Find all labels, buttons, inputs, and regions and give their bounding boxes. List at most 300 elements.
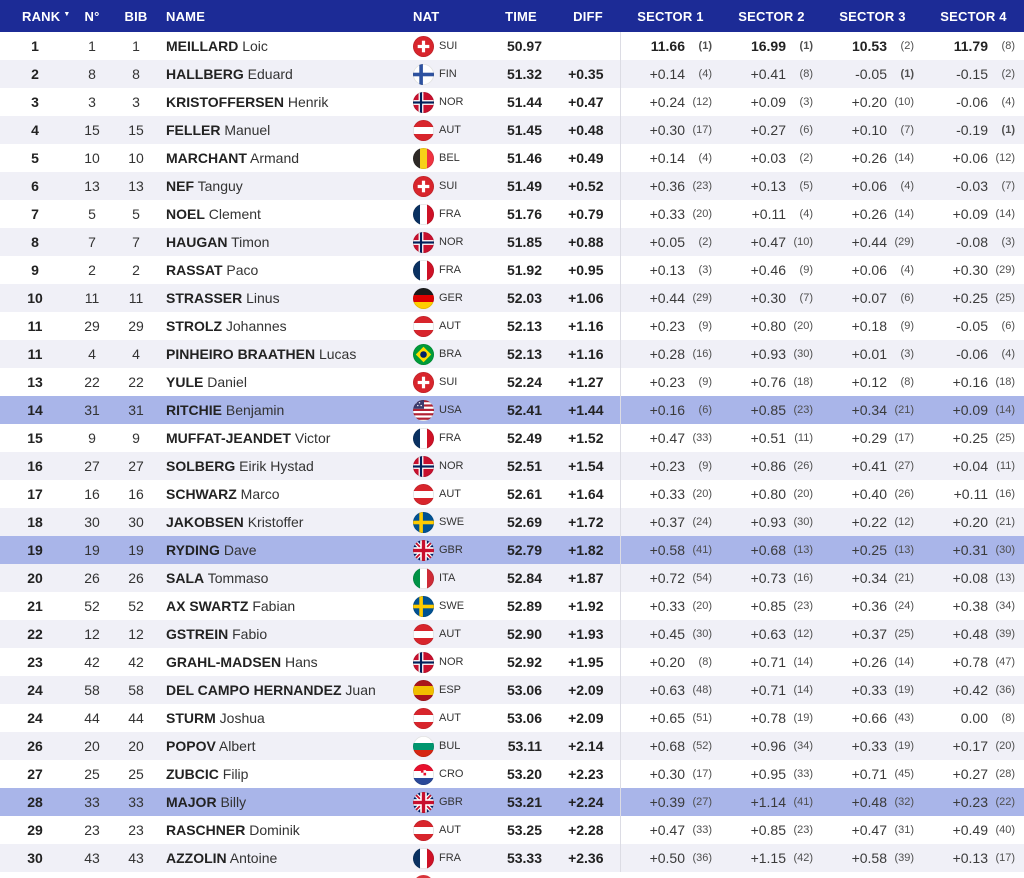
table-header [0,0,1024,32]
diff-cell: +1.92 [568,598,604,614]
time-cell: 51.46 [506,150,542,166]
time-cell: 51.49 [506,178,542,194]
sector3-cell: +0.26 (14) [851,150,914,166]
flag-aut-icon [413,316,434,337]
nat-cell: AUT [408,480,486,508]
column-header-sector4[interactable]: SECTOR 4 [940,8,1007,24]
flag-nor-icon [413,456,434,477]
bib-cell: 4 [132,346,140,362]
table-row[interactable] [0,508,1024,536]
sector2-cell: +0.96 (34) [750,738,813,754]
sector1-cell: +0.23 (9) [620,312,721,340]
diff-cell: +1.54 [568,458,604,474]
table-row[interactable] [0,144,1024,172]
sector4-cell: +0.09 (14) [952,402,1015,418]
table-row[interactable] [0,228,1024,256]
diff-cell: +0.79 [568,206,604,222]
flag-aut-icon [413,624,434,645]
bib-cell: 58 [128,682,144,698]
name-cell: HAUGAN Timon [166,234,270,250]
flag-ita-icon [413,568,434,589]
sector3-cell: +0.33 (19) [851,738,914,754]
diff-cell: +2.24 [568,794,604,810]
rank-cell: 19 [27,542,43,558]
sector3-cell: +0.26 (14) [851,206,914,222]
rank-cell: 7 [31,206,39,222]
table-row[interactable] [0,536,1024,564]
name-cell: FELLER Manuel [166,122,271,138]
flag-sui-icon [413,36,434,57]
time-cell: 52.13 [506,346,542,362]
sector4-cell: +0.49 (40) [952,822,1015,838]
table-row[interactable] [0,760,1024,788]
number-cell: 1 [88,38,96,54]
number-cell: 27 [84,458,100,474]
name-cell: NEF Tanguy [166,178,243,194]
name-cell: GRAHL-MADSEN Hans [166,654,318,670]
sector1-cell: +0.24 (12) [620,88,721,116]
rank-cell: 10 [27,290,43,306]
bib-cell: 26 [128,570,144,586]
sector2-cell: 16.99 (1) [750,38,813,54]
sector2-cell: +0.73 (16) [750,570,813,586]
rank-cell: 30 [27,850,43,866]
table-row[interactable] [0,256,1024,284]
table-row[interactable] [0,32,1024,60]
number-cell: 11 [84,290,100,306]
nat-cell: GBR [408,536,486,564]
flag-nor-icon [413,92,434,113]
diff-cell: +0.49 [568,150,604,166]
rank-cell: 28 [27,794,43,810]
partial-next-row [0,872,1024,878]
bib-cell: 31 [128,402,144,418]
sector4-cell: +0.31 (30) [952,542,1015,558]
name-cell: SOLBERG Eirik Hystad [166,458,314,474]
rank-cell: 18 [27,514,43,530]
nat-cell: NOR [408,648,486,676]
sector3-cell: -0.05 (1) [855,66,914,82]
flag-gbr-icon [413,540,434,561]
nat-cell: FRA [408,424,486,452]
table-body [0,32,1024,872]
table-row[interactable] [0,340,1024,368]
nat-cell: SUI [408,32,486,60]
sector2-cell: +1.15 (42) [750,850,813,866]
number-cell: 4 [88,346,96,362]
time-cell: 53.33 [506,850,542,866]
flag-aut-icon [413,484,434,505]
table-row[interactable] [0,648,1024,676]
sector1-cell: +0.33 (20) [620,592,721,620]
table-row[interactable] [0,284,1024,312]
sector1-cell: +0.16 (6) [620,396,721,424]
number-cell: 22 [84,374,100,390]
flag-cro-icon [413,764,434,785]
sector1-cell: +0.14 (4) [620,144,721,172]
sector4-cell: -0.03 (7) [956,178,1015,194]
sector4-cell: +0.13 (17) [952,850,1015,866]
name-cell: MAJOR Billy [166,794,247,810]
sector4-cell: -0.05 (6) [956,318,1015,334]
sector4-cell: +0.08 (13) [952,570,1015,586]
bib-cell: 15 [128,122,144,138]
table-row[interactable] [0,592,1024,620]
nat-cell: BRA [408,340,486,368]
sector3-cell: 10.53 (2) [851,38,914,54]
time-cell: 52.90 [506,626,542,642]
bib-cell: 42 [128,654,144,670]
sector4-cell: -0.15 (2) [956,66,1015,82]
sector1-cell: +0.28 (16) [620,340,721,368]
rank-cell: 20 [27,570,43,586]
sector1-cell: +0.45 (30) [620,620,721,648]
sector3-cell: +0.25 (13) [851,542,914,558]
number-cell: 44 [84,710,100,726]
name-cell: HALLBERG Eduard [166,66,293,82]
sector1-cell: +0.44 (29) [620,284,721,312]
table-row[interactable] [0,452,1024,480]
flag-fra-icon [413,428,434,449]
sector2-cell: +0.68 (13) [750,542,813,558]
rank-cell: 29 [27,822,43,838]
sector2-cell: +0.85 (23) [750,822,813,838]
sector2-cell: +0.13 (5) [750,178,813,194]
column-header-sector1[interactable]: SECTOR 1 [637,8,704,24]
sector1-cell: +0.23 (9) [620,452,721,480]
bib-cell: 3 [132,94,140,110]
name-cell: STROLZ Johannes [166,318,287,334]
name-cell: SALA Tommaso [166,570,269,586]
table-row[interactable] [0,844,1024,872]
sector2-cell: +0.80 (20) [750,318,813,334]
diff-cell: +0.47 [568,94,604,110]
flag-swe-icon [413,512,434,533]
rank-header-label: RANK [22,8,61,24]
diff-cell: +2.28 [568,822,604,838]
flag-aut-icon [413,120,434,141]
number-cell: 29 [84,318,100,334]
sector1-cell: +0.14 (4) [620,60,721,88]
diff-cell: +2.14 [568,738,604,754]
name-cell: KRISTOFFERSEN Henrik [166,94,329,110]
sector2-cell: +0.93 (30) [750,346,813,362]
name-cell: SCHWARZ Marco [166,486,280,502]
sector3-cell: +0.06 (4) [851,262,914,278]
sector3-cell: +0.34 (21) [851,570,914,586]
sector2-cell: +0.30 (7) [750,290,813,306]
nat-cell: SUI [408,172,486,200]
sector1-cell: +0.30 (17) [620,760,721,788]
nat-cell: AUT [408,116,486,144]
diff-cell: +1.87 [568,570,604,586]
sector2-cell: +0.95 (33) [750,766,813,782]
sector2-cell: +0.51 (11) [750,430,813,446]
sector1-cell: +0.39 (27) [620,788,721,816]
diff-cell: +0.48 [568,122,604,138]
sector1-cell: +0.65 (51) [620,704,721,732]
name-cell: AZZOLIN Antoine [166,850,278,866]
flag-fra-icon [413,260,434,281]
time-cell: 53.06 [506,710,542,726]
nat-cell: BEL [408,144,486,172]
column-header-sector2[interactable]: SECTOR 2 [738,8,805,24]
sector1-cell: +0.33 (20) [620,200,721,228]
number-cell: 20 [84,738,100,754]
sector1-cell: +0.58 (41) [620,536,721,564]
sector4-cell: +0.11 (16) [953,486,1015,502]
number-cell: 42 [84,654,100,670]
sector3-cell: +0.48 (32) [851,794,914,810]
number-cell: 8 [88,66,96,82]
rank-cell: 11 [27,346,43,362]
sector1-cell: +0.05 (2) [620,228,721,256]
flag-gbr-icon [413,792,434,813]
name-cell: YULE Daniel [166,374,247,390]
sector3-cell: +0.10 (7) [851,122,914,138]
flag-fra-icon [413,848,434,869]
flag-aut-icon [413,820,434,841]
time-cell: 53.21 [506,794,542,810]
table-row[interactable] [0,816,1024,844]
sector1-cell: +0.47 (33) [620,816,721,844]
number-cell: 31 [84,402,100,418]
nat-cell: CRO [408,760,486,788]
number-cell: 3 [88,94,96,110]
nat-cell: NOR [408,228,486,256]
table-row[interactable] [0,312,1024,340]
number-cell: 12 [84,626,100,642]
rank-cell: 6 [31,178,39,194]
column-header-bib[interactable]: BIB [124,8,148,24]
bib-cell: 1 [132,38,140,54]
sector2-cell: +0.85 (23) [750,598,813,614]
name-cell: JAKOBSEN Kristoffer [166,514,304,530]
bib-cell: 19 [128,542,144,558]
nat-cell: AUT [408,312,486,340]
sector3-cell: +0.44 (29) [851,234,914,250]
time-cell: 52.79 [506,542,542,558]
diff-cell: +0.35 [568,66,604,82]
sector4-cell: +0.42 (36) [952,682,1015,698]
sector2-cell: +0.86 (26) [750,458,813,474]
time-cell: 53.11 [507,738,542,754]
sector1-cell: +0.36 (23) [620,172,721,200]
bib-cell: 2 [132,262,140,278]
time-cell: 51.45 [506,122,542,138]
sector1-cell: +0.13 (3) [620,256,721,284]
rank-cell: 14 [27,402,43,418]
name-cell: PINHEIRO BRAATHEN Lucas [166,346,357,362]
number-cell: 43 [84,850,100,866]
bib-cell: 33 [128,794,144,810]
table-row[interactable] [0,620,1024,648]
bib-cell: 7 [132,234,140,250]
nat-cell: FIN [408,60,486,88]
sector1-cell: +0.20 (8) [620,648,721,676]
name-cell: MARCHANT Armand [166,150,300,166]
table-row[interactable] [0,88,1024,116]
table-row[interactable] [0,396,1024,424]
table-row[interactable] [0,424,1024,452]
bib-cell: 27 [128,458,144,474]
bib-cell: 29 [128,318,144,334]
rank-cell: 24 [27,682,43,698]
rank-cell: 13 [27,374,43,390]
sector4-cell: +0.17 (20) [952,738,1015,754]
name-cell: AX SWARTZ Fabian [166,598,296,614]
column-header-sector3[interactable]: SECTOR 3 [839,8,906,24]
column-header-diff[interactable]: DIFF [573,8,603,24]
name-cell: RASSAT Paco [166,262,259,278]
diff-cell: +2.23 [568,766,604,782]
nat-cell: USA [408,396,486,424]
name-cell: RASCHNER Dominik [166,822,300,838]
time-cell: 52.84 [506,570,542,586]
diff-cell: +0.95 [568,262,604,278]
time-cell: 51.76 [506,206,542,222]
sector4-cell: -0.06 (4) [956,346,1015,362]
flag-bul-icon [413,736,434,757]
column-header-number[interactable]: N° [84,8,100,24]
sector2-cell: +0.78 (19) [750,710,813,726]
number-cell: 30 [84,514,100,530]
rank-cell: 16 [27,458,43,474]
sector1-cell: +0.68 (52) [620,732,721,760]
table-row[interactable] [0,200,1024,228]
table-row[interactable] [0,172,1024,200]
sector3-cell: +0.26 (14) [851,654,914,670]
table-row[interactable] [0,368,1024,396]
sector4-cell: +0.27 (28) [952,766,1015,782]
sector4-cell: +0.30 (29) [952,262,1015,278]
number-cell: 19 [84,542,100,558]
sector4-cell: +0.06 (12) [952,150,1015,166]
sector3-cell: +0.18 (9) [851,318,914,334]
number-cell: 52 [84,598,100,614]
sector3-cell: +0.47 (31) [851,822,914,838]
nat-cell: GER [408,284,486,312]
bib-cell: 22 [128,374,144,390]
rank-cell: 15 [27,430,43,446]
sector1-cell: +0.23 (9) [620,368,721,396]
sector4-cell: +0.16 (18) [952,374,1015,390]
sector2-cell: +0.85 (23) [750,402,813,418]
name-cell: MEILLARD Loic [166,38,268,54]
number-cell: 58 [84,682,100,698]
time-cell: 53.25 [506,822,542,838]
flag-nor-icon [413,652,434,673]
number-cell: 25 [84,766,100,782]
time-cell: 52.51 [506,458,542,474]
flag-fin-icon [413,64,434,85]
sector2-cell: +0.80 (20) [750,486,813,502]
rank-cell: 21 [27,598,43,614]
sector4-cell: -0.19 (1) [956,122,1015,138]
flag-nor-icon [413,232,434,253]
sector4-cell: +0.23 (22) [952,794,1015,810]
nat-cell: FRA [408,256,486,284]
time-cell: 52.61 [506,486,542,502]
table-row[interactable] [0,564,1024,592]
flag-bel-icon [413,148,434,169]
table-row[interactable] [0,116,1024,144]
time-cell: 52.41 [506,402,542,418]
nat-cell: FRA [408,200,486,228]
time-cell: 51.44 [506,94,542,110]
sector3-cell: +0.06 (4) [851,178,914,194]
table-row[interactable] [0,788,1024,816]
time-cell: 53.06 [506,682,542,698]
column-header-rank[interactable] [0,0,70,32]
sector2-cell: +0.27 (6) [750,122,813,138]
nat-cell: AUT [408,620,486,648]
rank-cell: 23 [27,654,43,670]
column-header-time[interactable]: TIME [505,8,537,24]
sector1-cell: 11.66 (1) [620,32,721,60]
sector1-cell: +0.50 (36) [620,844,721,872]
sector4-cell: +0.09 (14) [952,206,1015,222]
column-header-name[interactable]: NAME [166,8,206,24]
sector1-cell: +0.33 (20) [620,480,721,508]
table-row[interactable] [0,676,1024,704]
name-cell: POPOV Albert [166,738,256,754]
bib-cell: 10 [128,150,144,166]
time-cell: 52.89 [506,598,542,614]
bib-cell: 12 [128,626,144,642]
rank-cell: 27 [27,766,43,782]
flag-aut-icon [413,708,434,729]
time-cell: 51.32 [506,66,542,82]
diff-cell: +1.52 [568,430,604,446]
rank-cell: 4 [31,122,39,138]
nat-cell: FRA [408,844,486,872]
nat-cell: AUT [408,816,486,844]
number-cell: 5 [88,206,96,222]
sector4-cell: +0.25 (25) [952,430,1015,446]
bib-cell: 11 [128,290,144,306]
diff-cell: +1.95 [568,654,604,670]
sector4-cell: +0.04 (11) [952,458,1015,474]
sector1-cell: +0.37 (24) [620,508,721,536]
name-cell: DEL CAMPO HERNANDEZ Juan [166,682,376,698]
diff-cell: +2.36 [568,850,604,866]
sector3-cell: +0.22 (12) [851,514,914,530]
flag-usa-icon [413,400,434,421]
name-cell: GSTREIN Fabio [166,626,268,642]
sector2-cell: +0.03 (2) [750,150,813,166]
table-row[interactable] [0,704,1024,732]
sector4-cell: -0.08 (3) [956,234,1015,250]
time-cell: 52.69 [506,514,542,530]
bib-cell: 52 [128,598,144,614]
rank-cell: 9 [31,262,39,278]
bib-cell: 9 [132,430,140,446]
bib-cell: 20 [128,738,144,754]
diff-cell: +0.88 [568,234,604,250]
table-row[interactable] [0,732,1024,760]
nat-cell: ESP [408,676,486,704]
table-row[interactable] [0,60,1024,88]
sector2-cell: +0.76 (18) [750,374,813,390]
column-header-nat[interactable]: NAT [413,8,440,24]
table-row[interactable] [0,480,1024,508]
sector3-cell: +0.58 (39) [851,850,914,866]
nat-cell: NOR [408,452,486,480]
bib-cell: 5 [132,206,140,222]
diff-cell: +2.09 [568,682,604,698]
sector3-cell: +0.34 (21) [851,402,914,418]
